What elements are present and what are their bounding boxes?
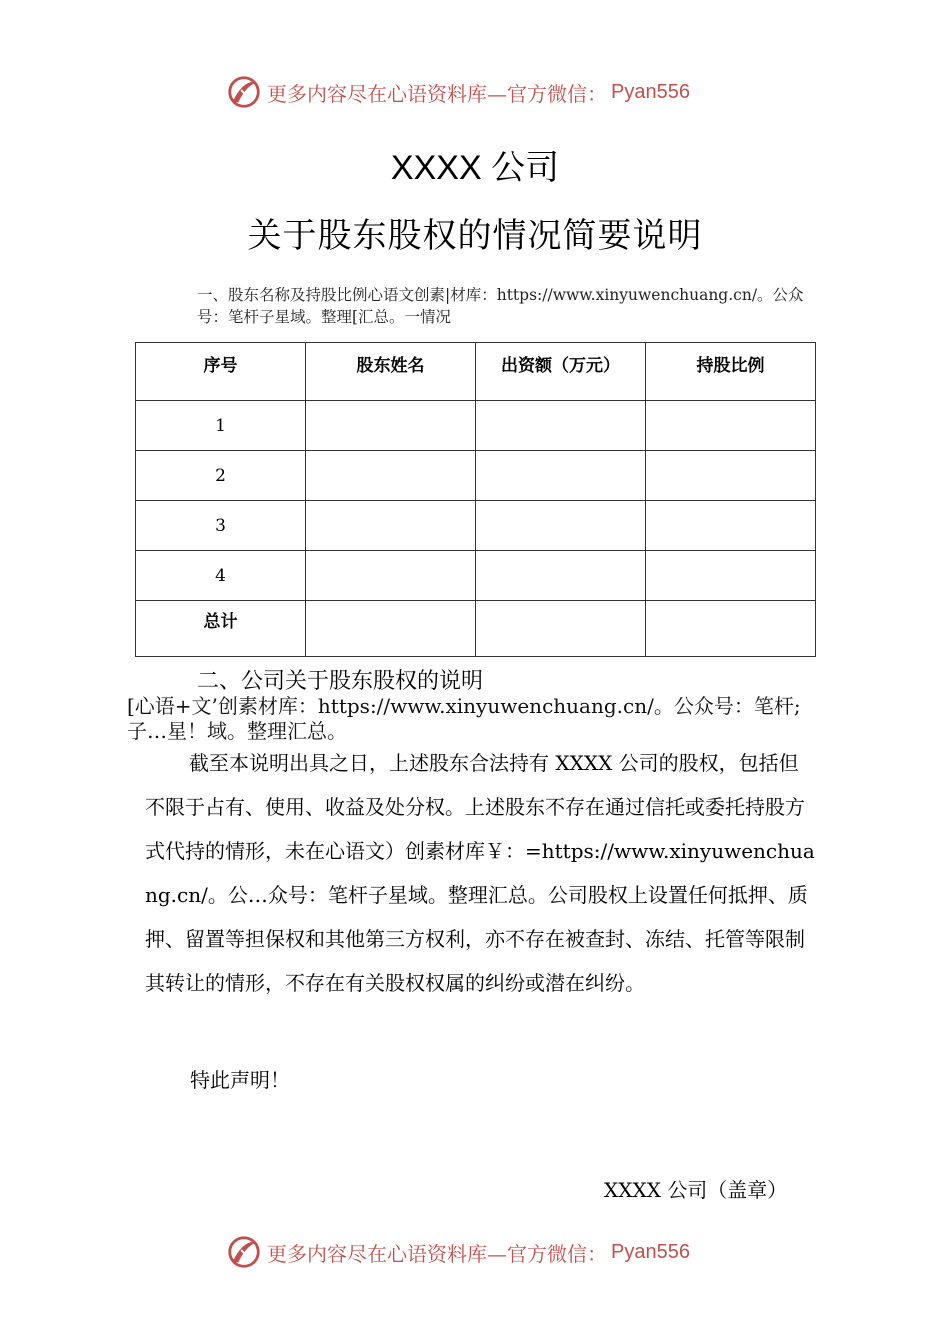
total-label: 总计 — [136, 601, 306, 657]
row-amount — [476, 551, 646, 601]
row-name — [306, 501, 476, 551]
total-ratio-cell — [646, 601, 816, 657]
row-amount — [476, 501, 646, 551]
column-header-ratio: 持股比例 — [646, 343, 816, 401]
table-row — [136, 451, 816, 501]
row-name — [306, 451, 476, 501]
column-header-amount: 出资额（万元） — [476, 343, 646, 401]
company-title: XXXX 公司 — [390, 149, 560, 187]
total-amount-cell — [476, 601, 646, 657]
row-index: 3 — [136, 501, 306, 551]
shareholder-table — [135, 342, 816, 657]
banner-wechat-id: Pyan556 — [611, 1240, 690, 1263]
column-header-index: 序号 — [136, 343, 306, 401]
banner-wechat-id: Pyan556 — [611, 80, 690, 103]
row-ratio — [646, 501, 816, 551]
row-name — [306, 401, 476, 451]
table-row — [136, 501, 816, 551]
header-banner — [225, 72, 745, 112]
brand-logo-icon — [225, 1233, 263, 1271]
table-row — [136, 551, 816, 601]
table-total-row — [136, 601, 816, 657]
section2-heading: 二、公司关于股东股权的说明 — [197, 669, 484, 694]
document-title: 关于股东股权的情况简要说明 — [247, 216, 703, 256]
section1-heading: 一、股东名称及持股比例心语文创素|材库：https://www.xinyuwenchuang.cn/。公众号：笔杆子星域。整理[汇总。一情况 — [197, 286, 804, 326]
table-row — [136, 401, 816, 451]
footer-banner — [225, 1232, 745, 1272]
row-amount — [476, 451, 646, 501]
row-name — [306, 551, 476, 601]
brand-logo-icon — [225, 73, 263, 111]
statement-paragraph: 截至本说明出具之日，上述股东合法持有 XXXX 公司的股权，包括但不限于占有、使用、收益及处分权。上述股东不存在通过信托或委托持股方式代持的情形，未在心语文）创素材库￥：=https://www.xinyuwenchuang.cn/。公…众号：笔杆子星域。整理汇总。公司股权上设置任何抵押、质押、留置等担保权和其他第三方权利，亦不存在被查封、冻结、托管等限制其转让的情形，不存在有关股权权属的纠纷或潜在纠纷。 — [145, 751, 815, 995]
total-name-cell — [306, 601, 476, 657]
row-ratio — [646, 401, 816, 451]
banner-text: 更多内容尽在心语资料库—官方微信： — [267, 1241, 607, 1266]
row-ratio — [646, 551, 816, 601]
row-ratio — [646, 451, 816, 501]
row-index: 4 — [136, 551, 306, 601]
section2-source-note: [心语+文’创素材库：https://www.xinyuwenchuang.cn/。公众号：笔杆;子…星！域。整理汇总。 — [127, 694, 801, 743]
declaration-text: 特此声明！ — [190, 1068, 290, 1092]
company-seal-signature: XXXX 公司（盖章） — [604, 1178, 788, 1202]
row-index: 1 — [136, 401, 306, 451]
row-index: 2 — [136, 451, 306, 501]
table-header-row — [136, 343, 816, 401]
column-header-name: 股东姓名 — [306, 343, 476, 401]
row-amount — [476, 401, 646, 451]
banner-text: 更多内容尽在心语资料库—官方微信： — [267, 81, 607, 106]
